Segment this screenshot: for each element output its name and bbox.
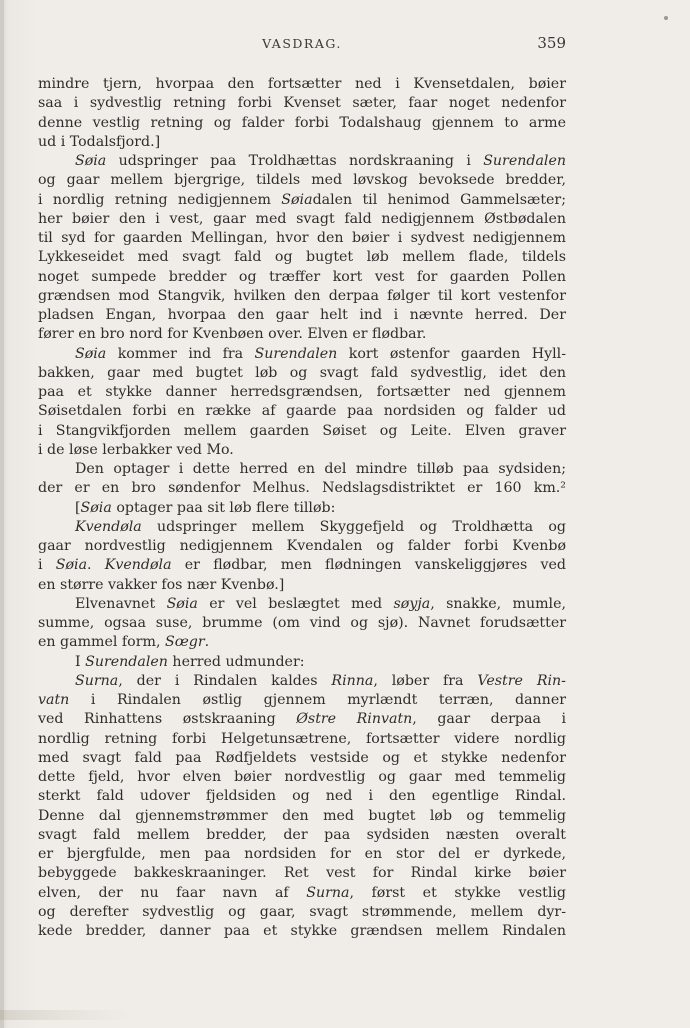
text-line: til syd for gaarden Mellingan, hvor den bøier i sydvest nedigjennem (38, 230, 566, 246)
text-line: mindre tjern, hvorpaa den fortsætter ned i Kvensetdalen, bøier (38, 76, 566, 92)
text-line: en større vakker fos nær Kvenbø.] (38, 576, 285, 593)
text-line: paa et stykke danner herredsgrændsen, fortsætter ned gjennem (38, 384, 566, 400)
text-line: en gammel form, Sœgr. (38, 634, 210, 651)
text-line: vatn i Rindalen østlig gjennem myrlændt terræn, danner (38, 692, 566, 708)
text-line: Søia udspringer paa Troldhættas nordskraaning i Surendalen (75, 153, 566, 169)
text-line: Søia kommer ind fra Surendalen kort østenfor gaarden Hyll- (75, 345, 566, 362)
text-line: elven, der nu faar navn af Surna, først et stykke vestlig (38, 884, 567, 901)
text-line: kede bredder, danner paa et stykke grændsen mellem Rindalen (38, 923, 566, 939)
page-header (38, 36, 566, 56)
running-head: VASDRAG. (262, 36, 342, 51)
text-line: summe, ogsaa suse, brumme (om vind og sjø). Navnet forudsætter (38, 615, 566, 631)
text-line: med svagt fald paa Rødfjeldets vestside og et stykke nedenfor (38, 749, 566, 766)
text-line: og gaar mellem bjergrige, tildels med løvskog bevoksede bredder, (38, 172, 566, 189)
text-line: bakken, gaar med bugtet løb og svagt fald sydvestlig, idet den (38, 364, 566, 381)
text-line: denne vestlig retning og falder forbi Todalshaug gjennem to arme (38, 114, 566, 131)
text-line: ud i Todalsfjord.] (38, 133, 161, 150)
text-line: Lykkeseidet med svagt fald og bugtet løb mellem flade, tildels (38, 249, 566, 266)
text-line: saa i sydvestlig retning forbi Kvenset sæter, faar noget nedenfor (38, 95, 566, 112)
text-line: Kvendøla udspringer mellem Skyggefjeld og Troldhætta og (75, 518, 566, 535)
text-line: Søisetdalen forbi en række af gaarde paa nordsiden og falder ud (38, 403, 566, 420)
text-line: i Søia. Kvendøla er flødbar, men flødningen vanskeliggjøres ved (38, 557, 566, 574)
text-line: pladsen Engan, hvorpaa den gaar helt ind i nævnte herred. Der (38, 307, 566, 323)
text-line: Denne dal gjennemstrømmer den med bugtet løb og temmelig (38, 807, 566, 824)
text-line: sterkt fald udover fjeldsiden og ned i den egentlige Rindal. (38, 788, 566, 805)
text-line: i de løse lerbakker ved Mo. (38, 441, 234, 458)
page-edge-shadow (0, 0, 4, 1028)
text-line: Surna, der i Rindalen kaldes Rinna, løber fra Vestre Rin- (75, 672, 566, 689)
text-line: bebyggede bakkeskraaninger. Ret vest for Rindal kirke bøier (38, 865, 566, 882)
text-line: fører en bro nord for Kvenbøen over. Elven er flødbar. (38, 326, 427, 343)
text-line: noget sumpede bredder og træffer kort vest for gaarden Pollen (38, 268, 566, 285)
text-line: svagt fald mellem bredder, der paa sydsiden næsten overalt (38, 826, 566, 843)
text-line: i nordlig retning nedigjennem Søiadalen til henimod Gammelsæter; (38, 191, 566, 208)
text-line: og derefter sydvestlig og gaar, svagt strømmende, mellem dyr- (38, 903, 566, 920)
text-line: nordlig retning forbi Helgetunsætrene, fortsætter videre nordlig (38, 730, 566, 747)
text-line: I Surendalen herred udmunder: (75, 653, 305, 670)
print-speck (664, 16, 668, 20)
text-line: er bjergfulde, men paa nordsiden for en stor del er dyrkede, (38, 846, 566, 862)
body-text (38, 75, 566, 941)
text-line: [Søia optager paa sit løb flere tilløb: (75, 499, 336, 516)
text-line: her bøier den i vest, gaar med svagt fald nedigjennem Østbødalen (38, 210, 566, 227)
text-line: Elvenavnet Søia er vel beslægtet med søyja, snakke, mumle, (75, 595, 567, 612)
text-line: dette fjeld, hvor elven bøier nordvestlig og gaar med temmelig (38, 769, 566, 785)
text-line: i Stangvikfjorden mellem gaarden Søiset og Leite. Elven graver (38, 422, 566, 439)
page-number: 359 (537, 34, 566, 52)
text-line: Den optager i dette herred en del mindre tilløb paa sydsiden; (75, 461, 566, 477)
text-line: grændsen mod Stangvik, hvilken den derpaa følger til kort vestenfor (38, 287, 566, 304)
text-line: gaar nordvestlig nedigjennem Kvendalen og falder forbi Kvenbø (38, 538, 566, 554)
text-line: der er en bro søndenfor Melhus. Nedslagsdistriktet er 160 km.² (38, 480, 566, 497)
text-line: ved Rinhattens østskraaning Østre Rinvatn, gaar derpaa i (38, 711, 566, 728)
page-stain (0, 1010, 130, 1020)
